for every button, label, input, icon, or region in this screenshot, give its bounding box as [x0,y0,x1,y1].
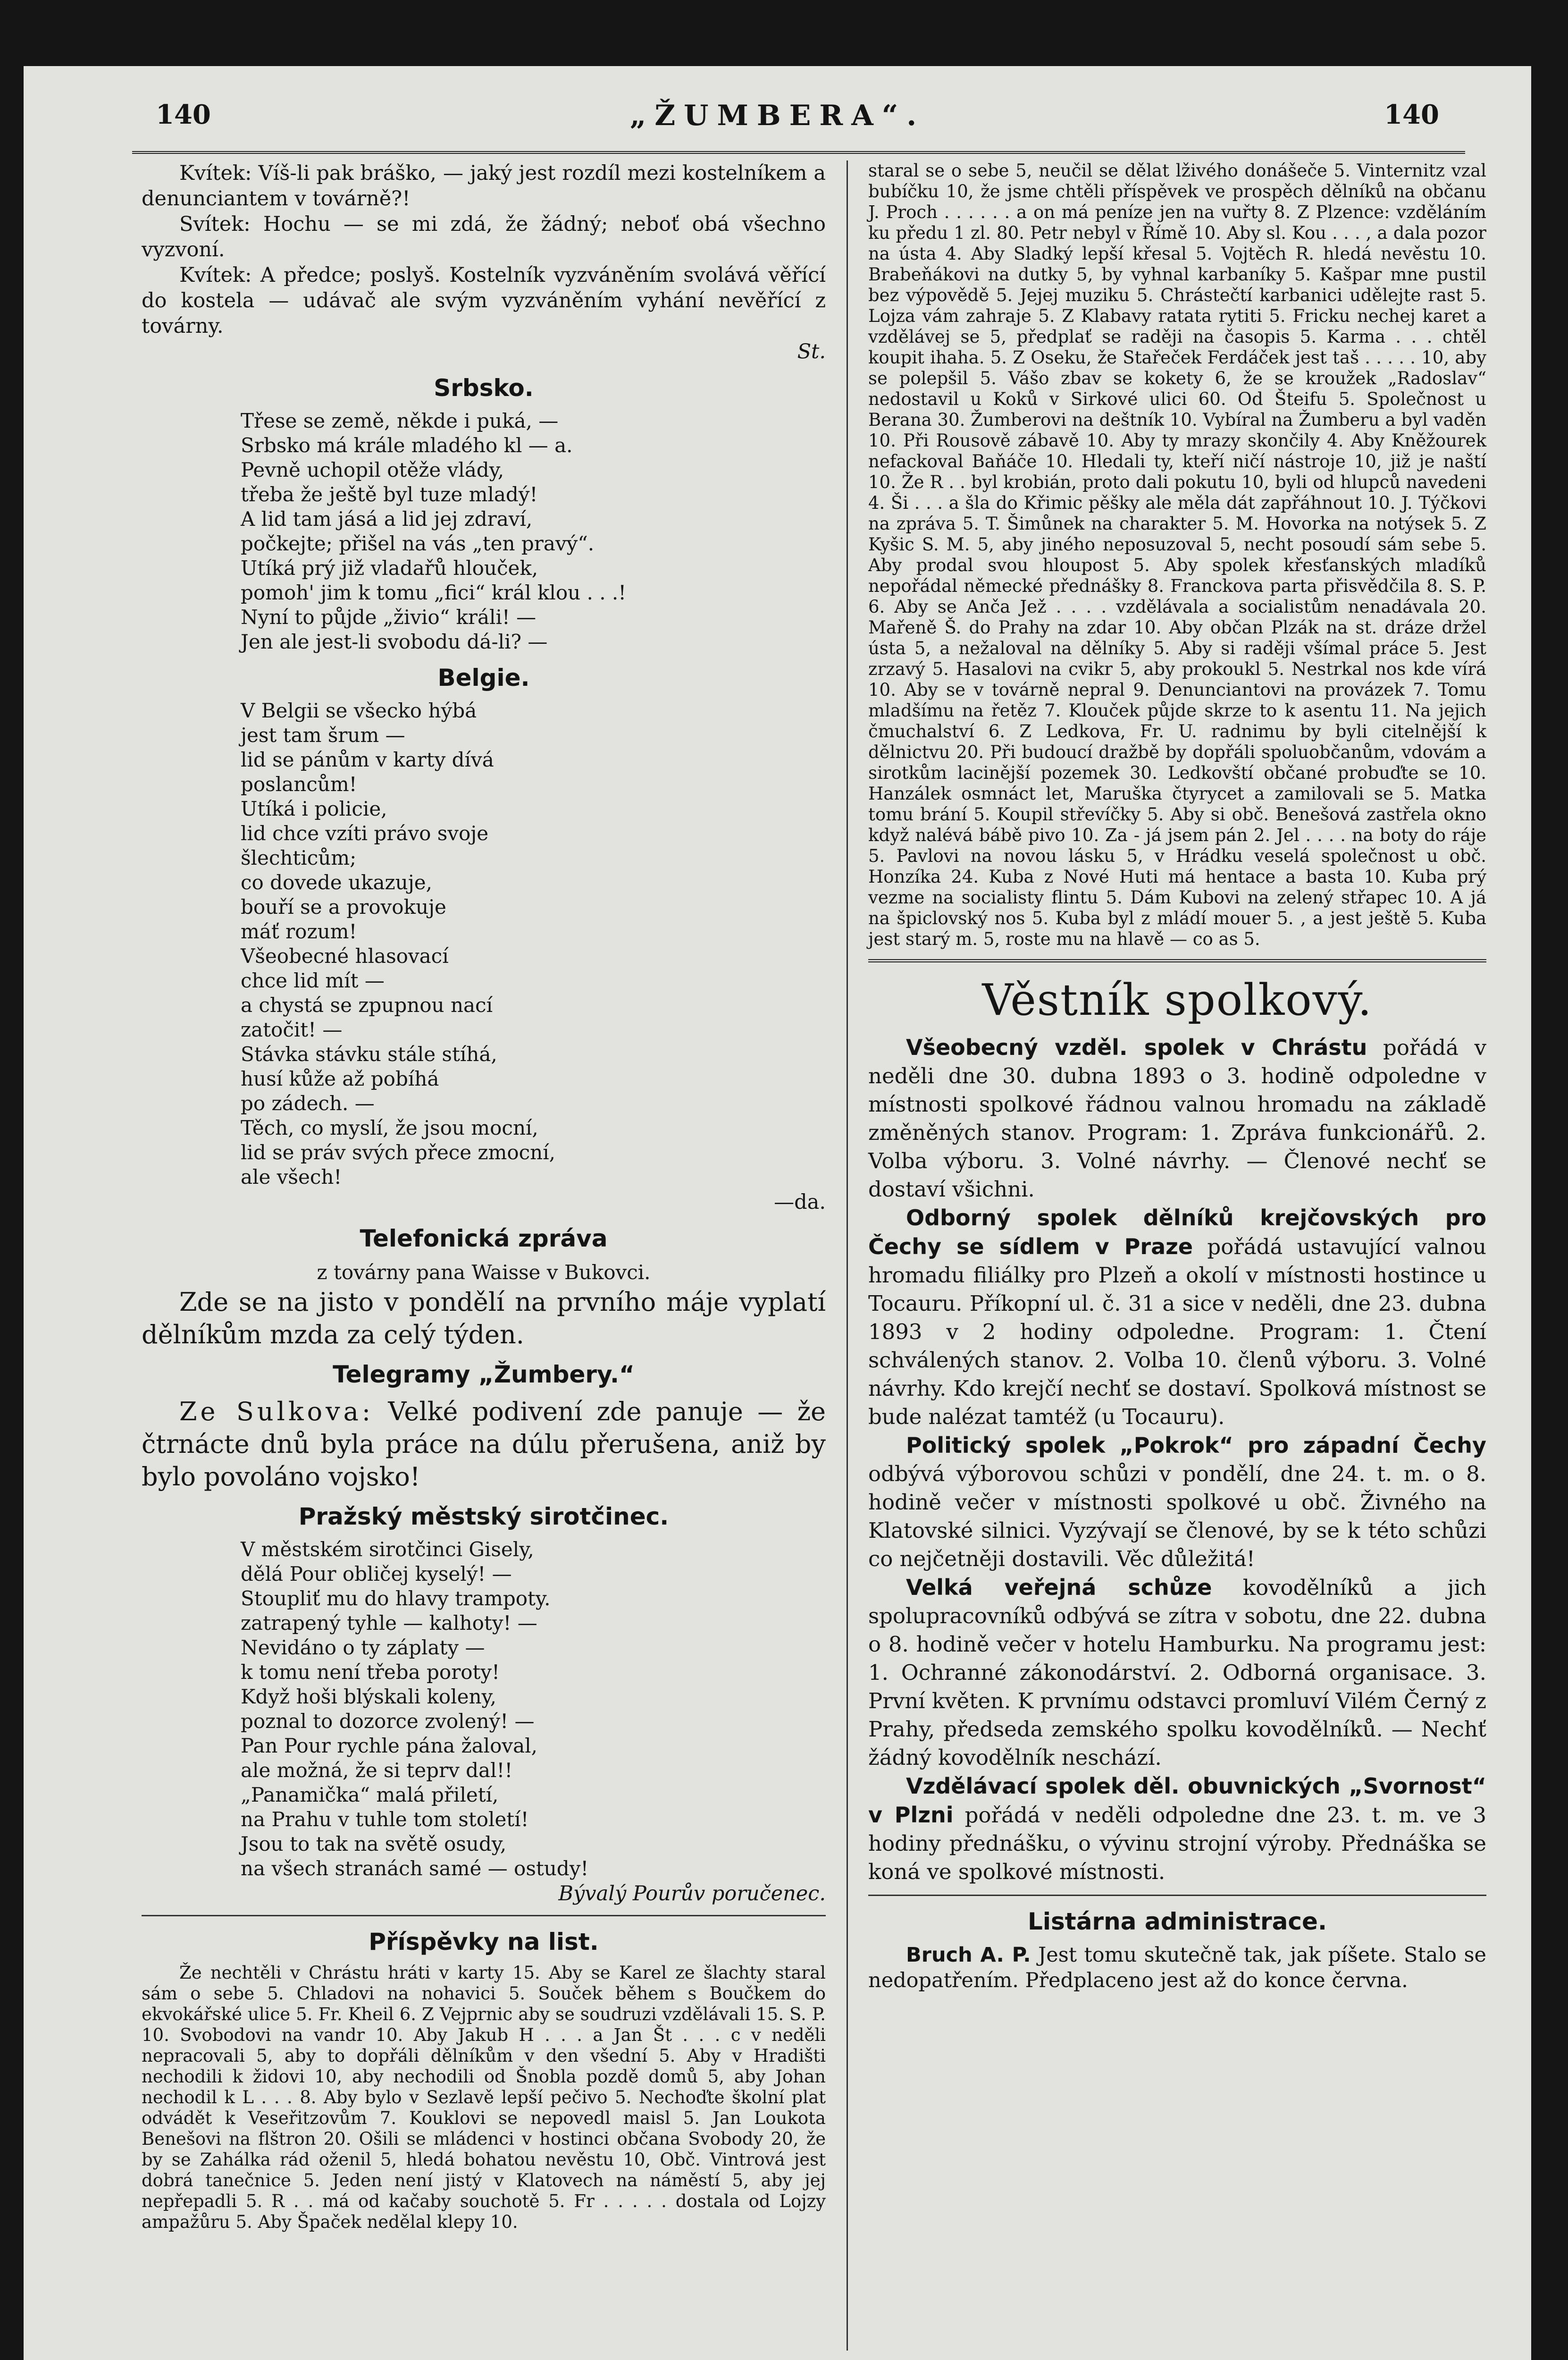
poem-line: Pevně uchopil otěže vlády, [241,458,504,481]
sirotcinec-title: Pražský městský sirotčinec. [298,1503,669,1530]
page-number-right: 140 [1384,99,1439,130]
poem-line: k tomu není třeba poroty! [241,1660,500,1684]
vestnik-item [868,1573,1486,1772]
vestnik-item-text: odbývá výborovou schůzi v pondělí, dne 24. t. m. o 8. hodině večer v místnosti spolkové u obč. Živného na Klatovské silnici. Vyzývají se členové, by se k této schůzi co nejčetněji dostavili. Věc důležitá! [868,1461,1486,1571]
sirotcinec-signature: Bývalý Pourův poručenec. [558,1882,826,1905]
masthead-title: „ŽUMBERA“. [629,99,925,132]
section-rule [868,959,1486,962]
poem-line: Stávka stávku stále stíhá, [241,1043,497,1066]
prispevky-title: Příspěvky na list. [369,1928,599,1955]
poem-line: Utíká prý již vladařů hlouček, [241,556,538,580]
vestnik-item [868,1204,1486,1431]
poem-line: poslancům! [241,773,357,796]
poem-line: Nevidáno o ty záplaty — [241,1636,485,1659]
poem-line: husí kůže až pobíhá [241,1067,439,1090]
telefonicka-subtitle: z továrny pana Waisse v Bukovci. [317,1261,651,1284]
telegramy-place: Ze Sulkova: [179,1397,374,1426]
vestnik-item-name: Odborný spolek dělníků krejčovských pro Čechy se sídlem v Praze [868,1205,1486,1259]
poem-line: lid se pánům v karty dívá [241,748,494,771]
vestnik-item-text: kovodělníků a jich spolupracovníků odbývá se zítra v sobotu, dne 22. dubna o 8. hodině večer v hotelu Hamburku. Na programu jest: 1. Ochranné zákonodárství. 2. Odborná organisace. 3. První květen. K prvnímu odstavci promluví Vilém Černý z Prahy, předseda zemského spolku kovodělníků. — Nechť žádný kovodělník neschází. [868,1575,1486,1770]
poem-line: poznal to dozorce zvolený! — [241,1710,535,1733]
listarna-text: Jest tomu skutečně tak, jak píšete. Stalo se nedopatřením. Předplaceno jest až do konce června. [868,1943,1486,1992]
poem-line: šlechticům; [241,846,357,869]
poem-line: Utíká i policie, [241,797,387,820]
dialogue-section [142,160,826,364]
left-column [142,160,826,2233]
poem-line: ale možná, že si teprv dal!! [241,1759,513,1782]
listarna-name: Bruch A. P. [906,1943,1031,1967]
vestnik-item [868,1033,1486,1204]
belgie-title: Belgie. [437,664,530,691]
poem-line: na všech stranách samé — ostudy! [241,1857,589,1880]
vestnik-item-text: pořádá v neděli odpoledne dne 23. t. m. ve 3 hodiny přednášku, o vývinu strojní výroby. Přednáška se koná ve spolkové místnosti. [868,1803,1486,1884]
telegramy-paragraph [142,1395,826,1493]
poem-line: ale všech! [241,1165,342,1188]
poem-line: bouří se a provokuje [241,895,446,919]
poem-line: Těch, co myslí, že jsou mocní, [241,1116,538,1139]
vestnik-item-name: Velká veřejná schůze [906,1575,1212,1600]
vestnik-item [868,1431,1486,1573]
telefonicka-title: Telefonická zpráva [360,1225,608,1252]
poem-line: „Panamička“ malá přiletí, [241,1783,499,1806]
right-column [868,160,1486,1993]
poem-line: Pan Pour rychle pána žaloval, [241,1734,537,1757]
listarna-title: Listárna administrace. [1028,1908,1327,1935]
dialogue-signature: St. [797,340,826,363]
srbsko-title: Srbsko. [434,374,534,402]
vestnik-item-text: pořádá v neděli dne 30. dubna 1893 o 3. hodině odpoledne v místnosti spolkové řádnou valnou hromadu na základě změněných stanov. Program: 1. Zpráva funkcionářů. 2. Volba výboru. 3. Volné návrhy. — Členové nechť se dostaví všichni. [868,1035,1486,1202]
listarna-item [868,1942,1486,1993]
poem-line: třeba že ještě byl tuze mladý! [241,483,538,506]
column-divider [847,160,848,2351]
poem-line: po zádech. — [241,1092,375,1115]
sirotcinec-poem [241,1537,826,1881]
vestnik-item-name: Politický spolek „Pokrok“ pro západní Čechy [906,1433,1486,1458]
poem-line: Stoupliť mu do hlavy trampoty. [241,1587,551,1610]
poem-line: zatočit! — [241,1018,343,1041]
belgie-signature: —da. [774,1190,826,1214]
poem-line: a chystá se zpupnou nací [241,994,493,1017]
page-header [24,99,1531,156]
prispevky-text-right: staral se o sebe 5, neučil se dělat lživého donášeče 5. Vinternitz vzal bubíčku 10, že jsme chtěli příspěvek ve prospěch dělníků na občanu J. Proch . . . . . . a on má peníze jen na vuřty 8. Z Plzence: vzděláním ku předu 1 zl. 80. Petr nebyl v Římě 10. Aby sl. Kou . . . , a dala pozor na ústa 4. Aby Sladký lepší křesal 5. Vojtěch R. hledá nevěstu 10. Brabeňákovi na dutky 5, by vyhnal karbaníky 5. Kašpar mne pustil bez výpovědě 5. Jejej muziku 5. Chrástečtí karbanici udělejte rast 5. Lojza vám zahraje 5. Z Klabavy ratata rytiti 5. Fricku nechej karet a vzdělávej se 5, předplať se raději na časopis 5. Karma . . . chtěl koupit ihaha. 5. Z Oseku, že Stařeček Ferdáček jest taš . . . . . 10, aby se polepšil 5. Vášo zbav se kokety 6, že se kroužek „Radoslav“ nedostavil u Koků v Sirkové ulici 60. Od Šteifu 5. Společnost u Berana 30. Žumberovi na deštník 10. Vybíral na Žumberu a byl vaděn 10. Při Rousově zábavě 10. Aby ty mrazy skončily 4. Aby Kněžourek nefackoval Baňáče 10. Hledali ty, kteří ničí nástroje 10, již je naští 10. Že R . . byl krobián, proto dali pokutu 10, byli od hlupců navedeni 4. Ši . . . a šla do Křimic pěšky ale měla dát zapřáhnout 10. J. Týčkovi na zpráva 5. T. Šimůnek na charakter 5. M. Hovorka na notýsek 5. Z Kyšic S. M. 5, aby jiného neposuzoval 5, necht posoudí sám sebe 5. Aby prodal svou hloupost 5. Aby spolek křesťanských mladíků nepořádal německé přednášky 8. Franckova parta přisvědčila 8. S. P. 6. Aby se Anča Jež . . . . vzdělávala a socialistům nenadávala 20. Mařeně Š. do Prahy na zdar 10. Aby občan Plzák na st. dráze držel ústa 5, a nežaloval na dělníky 5. Aby si raději všímal práce 5. Jest zrzavý 5. Hasalovi na cvikr 5, aby prokoukl 5. Nestrkal nos kde vírá 10. Aby se v továrně nepral 9. Denunciantovi na provázek 7. Tomu mladšímu na řetěz 7. Klouček půjde skrze to k asentu 11. Na jejich čmuchalství 6. Z Ledkova, Fr. U. radnimu by byli citelnější k dělnictvu 20. Při budoucí dražbě by dopřáli spoluobčanům, vdovám a sirotkům lacinější pozemek 30. Ledkovští občané probuďte se 10. Hanzálek osmnáct let, Maruška čtyrycet a zamilovali se 5. Matka tomu brání 5. Koupil střevíčky 5. Aby si obč. Benešová zastřela okno když nalévá bábě pivo 10. Za - já jsem pán 2. Jel . . . . na boty do ráje 5. Pavlovi na novou lásku 5, v Hrádku veselá společnost u obč. Honzíka 24. Kuba z Nové Huti má hentace a basta 10. Kuba prý vezme na socialisty flintu 5. Dám Kubovi na zelený střapec 10. A já na špiclovský nos 5. Kuba byl z mládí mouer 5. , a jest ještě 5. Kuba jest starý m. 5, roste mu na hlavě — co as 5. [868,160,1486,949]
srbsko-poem [241,409,826,654]
poem-line: Nyní to půjde „živio“ králi! — [241,606,537,629]
poem-line: dělá Pour obličej kyselý! — [241,1562,512,1585]
section-rule [868,1895,1486,1896]
poem-line: lid chce vzíti právo svoje [241,822,489,845]
poem-line: Když hoši blýskali koleny, [241,1685,497,1708]
dialogue-line: Kvítek: A předce; poslyš. Kostelník vyzváněním svolává věřící do kostela — udávač ale svým vyzváněním vyhání nevěřící z továrny. [142,263,826,338]
poem-line: Jsou to tak na světě osudy, [241,1832,507,1855]
vestnik-title: Věstník spolkový. [982,975,1373,1025]
poem-line: pomoh' jim k tomu „fici“ král klou . . .! [241,581,627,604]
newspaper-page [24,66,1531,2360]
poem-line: lid se práv svých přece zmocní, [241,1141,556,1164]
vestnik-item-text: pořádá ustavující valnou hromadu filiálky pro Plzeň a okolí v místnosti hostince u Tocauru. Příkopní ul. č. 31 a sice v neděli, dne 23. dubna 1893 v 2 hodiny odpoledne. Program: 1. Čtení schválených stanov. 2. Volba 10. členů výboru. 3. Volné návrhy. Kdo krejčí nechť se dostaví. Spolková místnost se bude nalézat tamtéž (u Tocauru). [868,1234,1486,1429]
poem-line: co dovede ukazuje, [241,871,432,894]
header-rule [132,151,1465,157]
poem-line: na Prahu v tuhle tom století! [241,1808,529,1831]
poem-line: Jen ale jest-li svobodu dá-li? — [241,630,548,653]
poem-line: počkejte; přišel na vás „ten pravý“. [241,532,595,555]
poem-line: A lid tam jásá a lid jej zdraví, [241,507,533,531]
telegramy-title: Telegramy „Žumbery.“ [333,1361,635,1388]
poem-line: jest tam šrum — [241,724,405,747]
poem-line: máť rozum! [241,920,357,943]
dialogue-line: Svítek: Hochu — se mi zdá, že žádný; neboť obá všechno vyzvoní. [142,212,826,261]
prispevky-text-left: Že nechtěli v Chrástu hráti v karty 15. Aby se Karel ze šlachty staral sám o sebe 5. Chladovi na nohavici 5. Souček během s Boučkem do ekvokářské ulice 5. Fr. Kheil 6. Z Vejprnic aby se soudruzi vzdělávali 15. S. P. 10. Svobodovi na vandr 10. Aby Jakub H . . . a Jan Št . . . c v neděli nepracovali 5, aby to dopřáli dělníkům v den všední 5. Aby v Hradišti nechodili k židovi 10, aby nechodili od Šnobla pozdě domů 5, aby Johan nechodil k L . . . 8. Aby bylo v Sezlavě lepší pečivo 5. Nechoďte školní plat odvádět k Veseřitzovům 7. Kouklovi se nepovedl maisl 5. Jan Loukota Benešovi na flštron 20. Ošili se mládenci v hostinci občana Svobody 20, že by se Zahálka rád oženil 5, hledá bohatou nevěstu 10, Obč. Vintrová jest dobrá tanečnice 5. Jeden není jistý v Klatovech na náměstí 5, aby jej nepřepadli 5. R . . má od kačaby souchotě 5. Fr . . . . . dostala od Lojzy ampažůru 5. Aby Špaček nedělal klepy 10. [142,1963,826,2232]
poem-line: Srbsko má krále mladého kl — a. [241,434,573,457]
dialogue-line: Kvítek: Víš-li pak bráško, — jaký jest rozdíl mezi kostelníkem a denunciantem v továrně?! [142,161,826,211]
vestnik-item [868,1772,1486,1886]
poem-line: zatrapený tyhle — kalhoty! — [241,1611,537,1635]
belgie-poem [241,699,826,1189]
poem-line: Všeobecné hlasovací [241,944,449,968]
poem-line: V městském sirotčinci Gisely, [241,1538,534,1561]
poem-line: V Belgii se všecko hýbá [241,699,477,722]
vestnik-item-name: Vzdělávací spolek děl. obuvnických „Svornost“ v Plzni [868,1773,1486,1828]
telefonicka-text: Zde se na jisto v pondělí na prvního máje vyplatí dělníkům mzda za celý týden. [142,1287,826,1349]
page-number-left: 140 [156,99,211,130]
poem-line: Třese se země, někde i puká, — [241,409,559,432]
telegramy-text: Velké podivení zde panuje — že čtrnácte dnů byla práce na dúlu přerušena, aniž by bylo povoláno vojsko! [142,1397,826,1492]
vestnik-item-name: Všeobecný vzděl. spolek v Chrástu [906,1035,1367,1060]
poem-line: chce lid mít — [241,969,385,992]
section-rule [142,1915,826,1916]
